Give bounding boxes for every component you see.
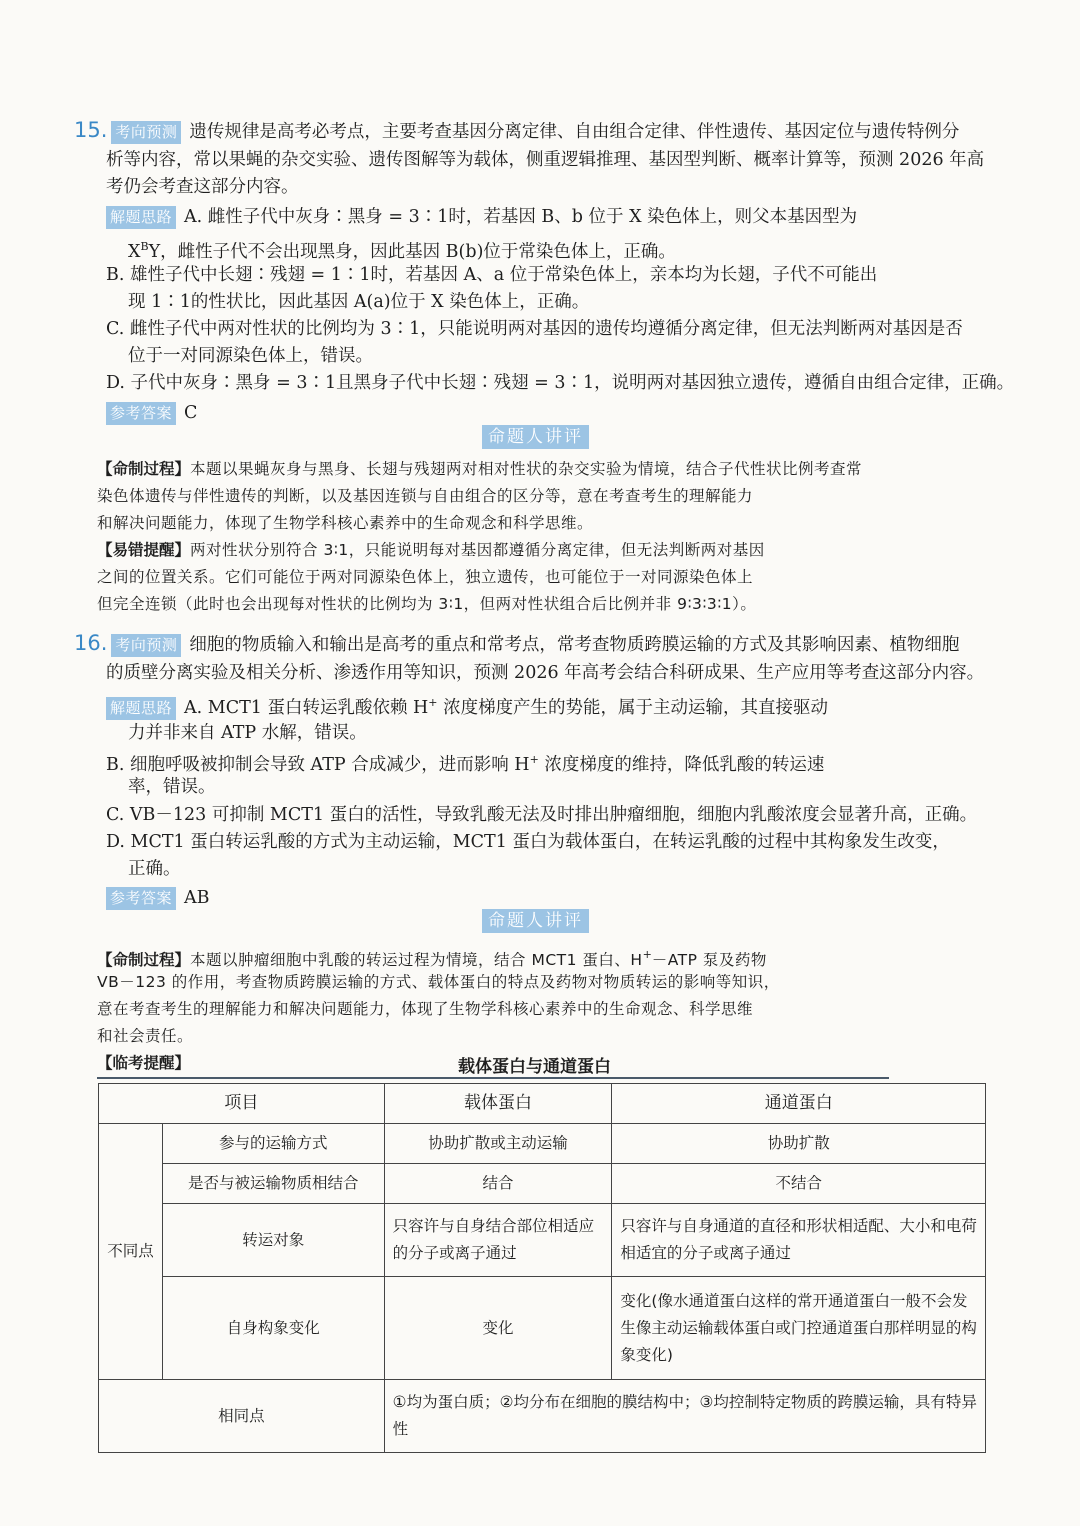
q15-solution-b-line2: 现 1∶1的性状比，因此基因 A(a)位于 X 染色体上，正确。 [128,292,590,312]
table-header-row [99,1084,986,1124]
q16-prediction-tag: 考向预测 [111,634,181,657]
q15-prediction-line3: 考仍会考查这部分内容。 [106,177,299,197]
q15-warning-line1: 【易错提醒】两对性状分别符合 3∶1，只能说明每对基因都遵循分离定律，但无法判断两对基因 [97,541,765,559]
row-channel: 只容许与自身通道的直径和形状相适配、大小和电荷相适宜的分子或离子通过 [612,1204,986,1277]
q15-number: 15. [74,118,108,142]
header-channel: 通道蛋白 [612,1084,986,1124]
q16-solution-b-line2: 率，错误。 [128,777,216,797]
q16-answer-tag: 参考答案 [106,887,176,910]
row-channel: 不结合 [612,1164,986,1204]
q15-prediction-line1: 15. 考向预测 遗传规律是高考必考点，主要考查基因分离定律、自由组合定律、伴性遗传、基因定位与遗传特例分 [74,118,960,142]
q16-prediction-line1: 16. 考向预测 细胞的物质输入和输出是高考的重点和常考点，常考查物质跨膜运输的方式及其影响因素、植物细胞 [74,631,960,655]
q16-process-line1: 【命制过程】本题以肿瘤细胞中乳酸的转运过程为情境，结合 MCT1 蛋白、H+－ATP 泵及药物 [97,948,767,969]
q15-process-line2: 染色体遗传与伴性遗传的判断，以及基因连锁与自由组合的区分等，意在考查考生的理解能力 [97,487,754,505]
q15-answer-tag: 参考答案 [106,402,176,425]
q15-solution-a-line1: 解题思路 A. 雌性子代中灰身∶黑身 = 3∶1时，若基因 B、b 位于 X 染色体上，则父本基因型为 [106,205,857,229]
row-item: 转运对象 [162,1204,384,1277]
table-row [99,1277,986,1380]
row-carrier: 结合 [384,1164,612,1204]
same-text: ①均为蛋白质；②均分布在细胞的膜结构中；③均控制特定物质的跨膜运输，具有特异性 [384,1380,985,1453]
row-carrier: 协助扩散或主动运输 [384,1124,612,1164]
q16-process-line3: 意在考查考生的理解能力和解决问题能力，体现了生物学科核心素养中的生命观念、科学思维 [97,1000,754,1018]
q15-prediction-tag: 考向预测 [111,121,181,144]
table-row-same [99,1380,986,1453]
q15-solution-c-line1: C. 雌性子代中两对性状的比例均为 3∶1，只能说明两对基因的遗传均遵循分离定律，但无法判断两对基因是否 [106,319,963,339]
row-carrier: 只容许与自身结合部位相适应的分子或离子通过 [384,1204,612,1277]
row-carrier: 变化 [384,1277,612,1380]
q16-process-line2: VB－123 的作用，考查物质跨膜运输的方式、载体蛋白的特点及药物对物质转运的影响等知识， [97,973,780,991]
q15-answer: 参考答案 C [106,401,197,425]
header-carrier: 载体蛋白 [384,1084,612,1124]
q15-process-line3: 和解决问题能力，体现了生物学科核心素养中的生命观念和科学思维。 [97,514,594,532]
table-row [99,1204,986,1277]
row-item: 参与的运输方式 [162,1124,384,1164]
q16-solution-a-line2: 力并非来自 ATP 水解，错误。 [128,723,367,743]
comparison-table [98,1083,986,1453]
q16-number: 16. [74,631,108,655]
q16-solution-c-line1: C. VB－123 可抑制 MCT1 蛋白的活性，导致乳酸无法及时排出肿瘤细胞，细胞内乳酸浓度会显著升高，正确。 [106,805,978,825]
diff-label: 不同点 [99,1124,163,1380]
q15-solution-c-line2: 位于一对同源染色体上，错误。 [128,346,373,366]
q16-solution-d-line2: 正确。 [128,859,181,879]
q15-solution-d-line1: D. 子代中灰身∶黑身 = 3∶1且黑身子代中长翅∶残翅 = 3∶1，说明两对基因独立遗传，遵循自由组合定律，正确。 [106,373,1015,393]
table-title-rule [97,1077,889,1079]
q15-commentary-tag: 命题人讲评 [482,425,589,449]
q15-warning-line2: 之间的位置关系。它们可能位于两对同源染色体上，独立遗传，也可能位于一对同源染色体上 [97,568,754,586]
row-item: 自身构象变化 [162,1277,384,1380]
q15-prediction-line2: 析等内容，常以果蝇的杂交实验、遗传图解等为载体，侧重逻辑推理、基因型判断、概率计算等，预测 2026 年高 [106,150,985,170]
table-row [99,1164,986,1204]
q15-solution-a-line2: $X^BY$，雌性子代不会出现黑身，因此基因 B(b)位于常染色体上，正确。 [128,240,676,262]
table-title: 载体蛋白与通道蛋白 [458,1057,611,1077]
same-label: 相同点 [99,1380,385,1453]
q16-solution-b-line1: B. 细胞呼吸被抑制会导致 ATP 合成减少，进而影响 H+ 浓度梯度的维持，降低乳酸的转运速 [106,753,825,775]
q16-solution-tag: 解题思路 [106,697,176,720]
q15-solution-b-line1: B. 雄性子代中长翅∶残翅 = 1∶1时，若基因 A、a 位于常染色体上，亲本均为长翅，子代不可能出 [106,265,878,285]
header-item: 项目 [99,1084,385,1124]
row-item: 是否与被运输物质相结合 [162,1164,384,1204]
row-channel: 变化(像水通道蛋白这样的常开通道蛋白一般不会发生像主动运输载体蛋白或门控通道蛋白那样明显的构象变化) [612,1277,986,1380]
q16-solution-a-line1: 解题思路 A. MCT1 蛋白转运乳酸依赖 H+ 浓度梯度产生的势能，属于主动运输，其直接驱动 [106,691,828,720]
q15-process-line1: 【命制过程】本题以果蝇灰身与黑身、长翅与残翅两对相对性状的杂交实验为情境，结合子代性状比例考查常 [97,460,863,478]
q16-prediction-line2: 的质壁分离实验及相关分析、渗透作用等知识，预测 2026 年高考会结合科研成果、生产应用等考查这部分内容。 [106,663,985,683]
q15-warning-line3: 但完全连锁（此时也会出现每对性状的比例均为 3∶1，但两对性状组合后比例并非 9∶3∶3∶1）。 [97,595,757,613]
q15-solution-tag: 解题思路 [106,206,176,229]
q16-answer: 参考答案 AB [106,886,210,910]
q16-commentary-tag: 命题人讲评 [482,909,589,933]
q16-process-line4: 和社会责任。 [97,1027,194,1045]
row-channel: 协助扩散 [612,1124,986,1164]
table-row [99,1124,986,1164]
q16-reminder-label: 【临考提醒】 [97,1054,191,1072]
q16-solution-d-line1: D. MCT1 蛋白转运乳酸的方式为主动运输，MCT1 蛋白为载体蛋白，在转运乳酸的过程中其构象发生改变， [106,832,950,852]
